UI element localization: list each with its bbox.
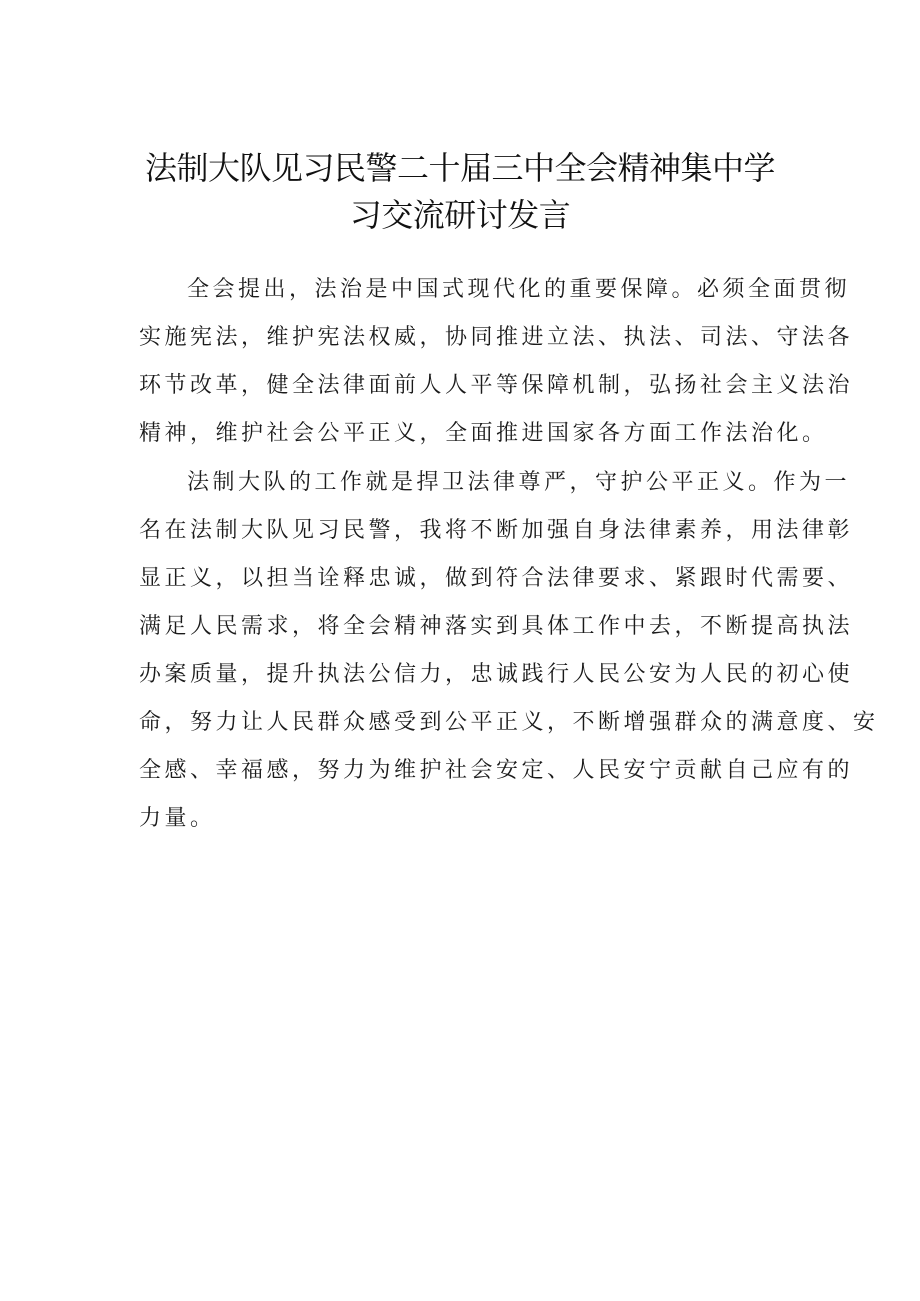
paragraph-line: 显正义，以担当诠释忠诚，做到符合法律要求、紧跟时代需要、 — [139, 566, 854, 591]
title-line-1: 法制大队见习民警二十届三中全会精神集中学 — [144, 149, 775, 187]
paragraph-line: 力量。 — [139, 806, 216, 831]
paragraph-1 — [139, 266, 854, 458]
paragraph-line: 办案质量，提升执法公信力，忠诚践行人民公安为人民的初心使 — [139, 662, 854, 687]
paragraph-line: 满足人民需求，将全会精神落实到具体工作中去，不断提高执法 — [139, 614, 854, 639]
paragraph-line: 精神，维护社会公平正义，全面推进国家各方面工作法治化。 — [139, 421, 828, 446]
paragraph-line: 实施宪法，维护宪法权威，协同推进立法、执法、司法、守法各 — [139, 325, 854, 350]
paragraph-line: 全会提出，法治是中国式现代化的重要保障。必须全面贯彻 — [187, 277, 851, 302]
paragraph-2 — [139, 459, 879, 843]
paragraph-line: 全感、幸福感，努力为维护社会安定、人民安宁贡献自己应有的 — [139, 758, 854, 783]
title-line-2: 习交流研讨发言 — [349, 196, 571, 234]
paragraph-line: 命，努力让人民群众感受到公平正义，不断增强群众的满意度、安 — [139, 710, 879, 735]
document-title — [130, 145, 790, 239]
paragraph-line: 名在法制大队见习民警，我将不断加强自身法律素养，用法律彰 — [139, 518, 854, 543]
paragraph-line: 环节改革，健全法律面前人人平等保障机制，弘扬社会主义法治 — [139, 373, 854, 398]
paragraph-line: 法制大队的工作就是捍卫法律尊严，守护公平正义。作为一 — [187, 470, 851, 495]
